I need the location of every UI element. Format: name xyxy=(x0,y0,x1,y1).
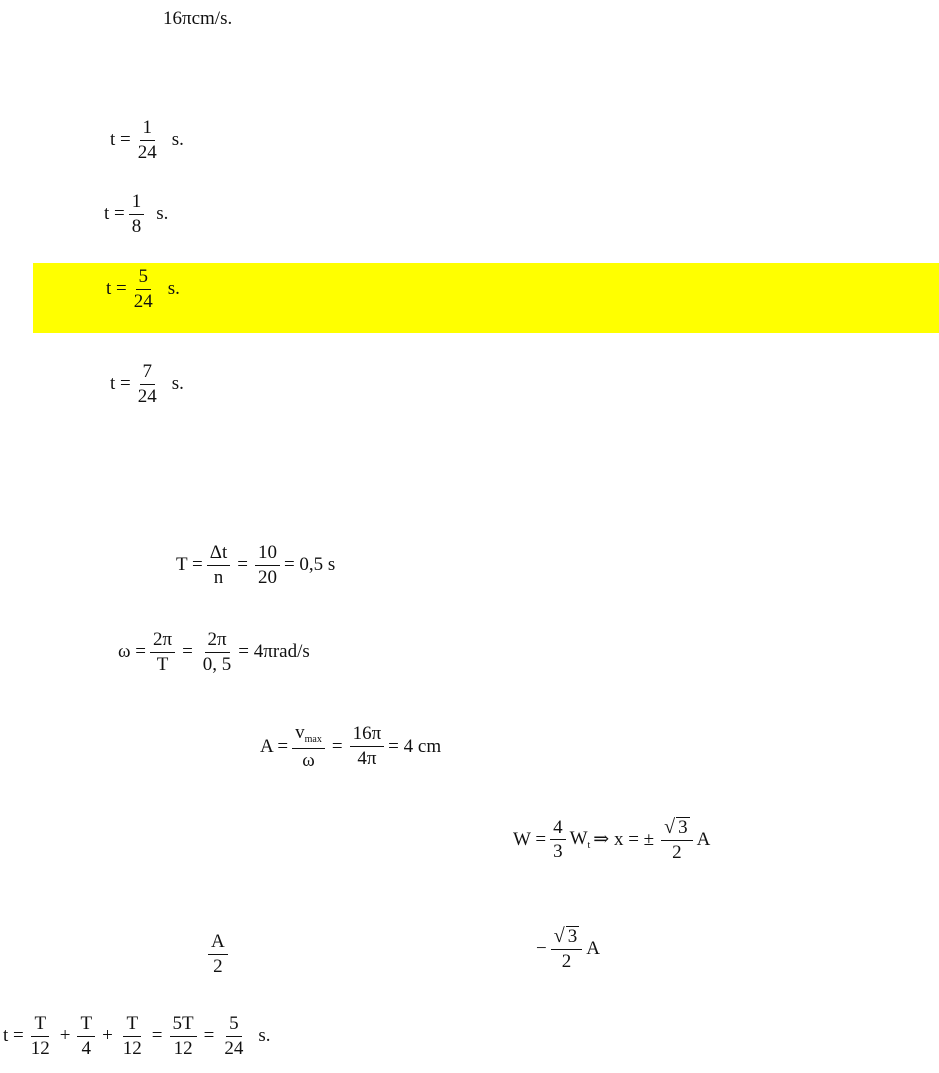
pos2-minus: − xyxy=(536,937,547,959)
option-c-unit: s. xyxy=(167,278,180,300)
pos2-sqrt-value: 3 xyxy=(567,926,578,947)
energy-f1-num: 4 xyxy=(550,818,566,841)
amplitude-lhs: A = xyxy=(260,735,289,757)
option-b-denominator: 8 xyxy=(131,215,142,237)
energy-lhs: W = xyxy=(513,828,547,850)
energy-fraction-1 xyxy=(550,818,566,863)
amplitude-fraction-2 xyxy=(350,724,385,769)
answer-value: 16πcm/s. xyxy=(163,8,233,29)
option-d-lhs: t = xyxy=(110,373,131,395)
time-fraction-3 xyxy=(120,1014,145,1059)
energy-equation xyxy=(513,817,710,863)
omega-f2-num: 2π xyxy=(205,630,230,653)
time-unit: s. xyxy=(258,1025,271,1047)
period-fraction-1 xyxy=(207,543,231,588)
option-b-unit: s. xyxy=(156,203,169,225)
option-d-numerator: 7 xyxy=(140,362,156,385)
option-b-lhs: t = xyxy=(104,203,125,225)
omega-f2-den: 0, 5 xyxy=(202,653,232,675)
energy-sqrt xyxy=(661,817,692,841)
amplitude-result: = 4 cm xyxy=(388,735,442,757)
option-b xyxy=(104,192,168,237)
omega-fraction-2 xyxy=(200,630,235,675)
pos1-fraction xyxy=(208,932,228,977)
time-f1-num: T xyxy=(31,1014,49,1037)
energy-wt xyxy=(570,828,591,851)
pos2-tail: A xyxy=(586,937,600,959)
period-result: = 0,5 s xyxy=(283,554,336,576)
sqrt-icon: √ xyxy=(664,816,676,838)
amplitude-equation: A = $\frac{v_{max}}{\omega}$ = $\frac{16\pi}{4\pi}$ = 4 cm xyxy=(260,722,442,771)
option-a-unit: s. xyxy=(171,129,184,151)
option-d-unit: s. xyxy=(171,373,184,395)
amplitude-f2-num: 16π xyxy=(350,724,385,747)
energy-implies: ⇒ x = ± xyxy=(593,829,655,851)
option-c-denominator: 24 xyxy=(133,290,153,312)
amplitude-fraction-1 xyxy=(292,723,325,770)
time-f4-num: 5T xyxy=(170,1014,197,1037)
period-fraction-2 xyxy=(255,543,280,588)
energy-sqrt-value: 3 xyxy=(678,817,688,838)
period-f1-den: n xyxy=(213,566,224,588)
period-equation: T = $\frac{\Delta t}{n}$ = $\frac{10}{20}$ = 0,5 s xyxy=(176,542,336,588)
time-f5-den: 24 xyxy=(224,1037,244,1059)
option-c-fraction xyxy=(131,267,156,312)
time-equation: t = $\frac{T}{12}$ + $\frac{T}{4}$ + $\frac{T}{12}$ = $\frac{5T}{12}$ = $\frac{5}{24}$ s. xyxy=(3,1013,271,1059)
period-lhs: T = xyxy=(176,554,203,576)
omega-f1-num: 2π xyxy=(150,630,175,653)
time-f3-den: 12 xyxy=(122,1037,142,1059)
wt-subscript: t xyxy=(587,840,591,852)
vmax-symbol: v xyxy=(295,722,305,743)
pos2-fraction xyxy=(551,926,582,972)
pos1-den: 2 xyxy=(213,955,223,977)
time-lhs: t = xyxy=(3,1025,24,1047)
option-a xyxy=(110,118,184,163)
energy-tail: A xyxy=(696,828,711,850)
omega-f1-den: T xyxy=(156,653,169,675)
time-f2-den: 4 xyxy=(81,1037,92,1059)
sqrt-icon: √ xyxy=(553,925,565,947)
energy-f2-den: 2 xyxy=(672,841,682,863)
time-fraction-2 xyxy=(77,1014,95,1059)
period-f2-num: 10 xyxy=(255,543,280,566)
omega-lhs: ω = xyxy=(118,641,146,663)
option-a-lhs: t = xyxy=(110,129,131,151)
pos2-den: 2 xyxy=(561,950,572,972)
option-d xyxy=(110,362,184,407)
position-a-half xyxy=(204,932,232,977)
wt-symbol: W xyxy=(569,828,588,850)
option-c-numerator: 5 xyxy=(136,267,152,290)
energy-fraction-2 xyxy=(661,817,692,863)
amplitude-f1-num xyxy=(292,723,325,749)
time-fraction-5 xyxy=(221,1014,246,1059)
amplitude-f1-den: ω xyxy=(302,749,315,771)
period-f2-den: 20 xyxy=(257,566,277,588)
time-f2-num: T xyxy=(77,1014,95,1037)
time-fraction-4 xyxy=(170,1014,197,1059)
energy-f1-den: 3 xyxy=(553,841,563,863)
vmax-subscript: max xyxy=(304,734,322,745)
amplitude-f2-den: 4π xyxy=(357,748,377,770)
pos1-num: A xyxy=(208,932,228,955)
time-f1-den: 12 xyxy=(30,1037,50,1059)
option-d-denominator: 24 xyxy=(137,385,157,407)
option-b-numerator: 1 xyxy=(129,192,145,215)
option-c xyxy=(106,267,180,312)
option-c-lhs: t = xyxy=(106,278,127,300)
omega-fraction-1 xyxy=(150,630,175,675)
omega-result: = 4πrad/s xyxy=(238,641,310,663)
position-neg-sqrt3 xyxy=(536,926,600,972)
period-f1-num: Δt xyxy=(207,543,231,566)
answer-text xyxy=(163,8,232,30)
option-a-fraction xyxy=(135,118,160,163)
option-a-numerator: 1 xyxy=(140,118,156,141)
option-a-denominator: 24 xyxy=(137,141,157,163)
time-fraction-1 xyxy=(28,1014,53,1059)
pos2-sqrt xyxy=(551,926,582,950)
time-f3-num: T xyxy=(123,1014,141,1037)
option-d-fraction xyxy=(135,362,160,407)
time-f4-den: 12 xyxy=(173,1037,193,1059)
time-f5-num: 5 xyxy=(226,1014,242,1037)
option-b-fraction xyxy=(129,192,145,237)
omega-equation: ω = $\frac{2\pi}{T}$ = $\frac{2\pi}{0, 5}$ = 4πrad/s xyxy=(118,629,310,675)
